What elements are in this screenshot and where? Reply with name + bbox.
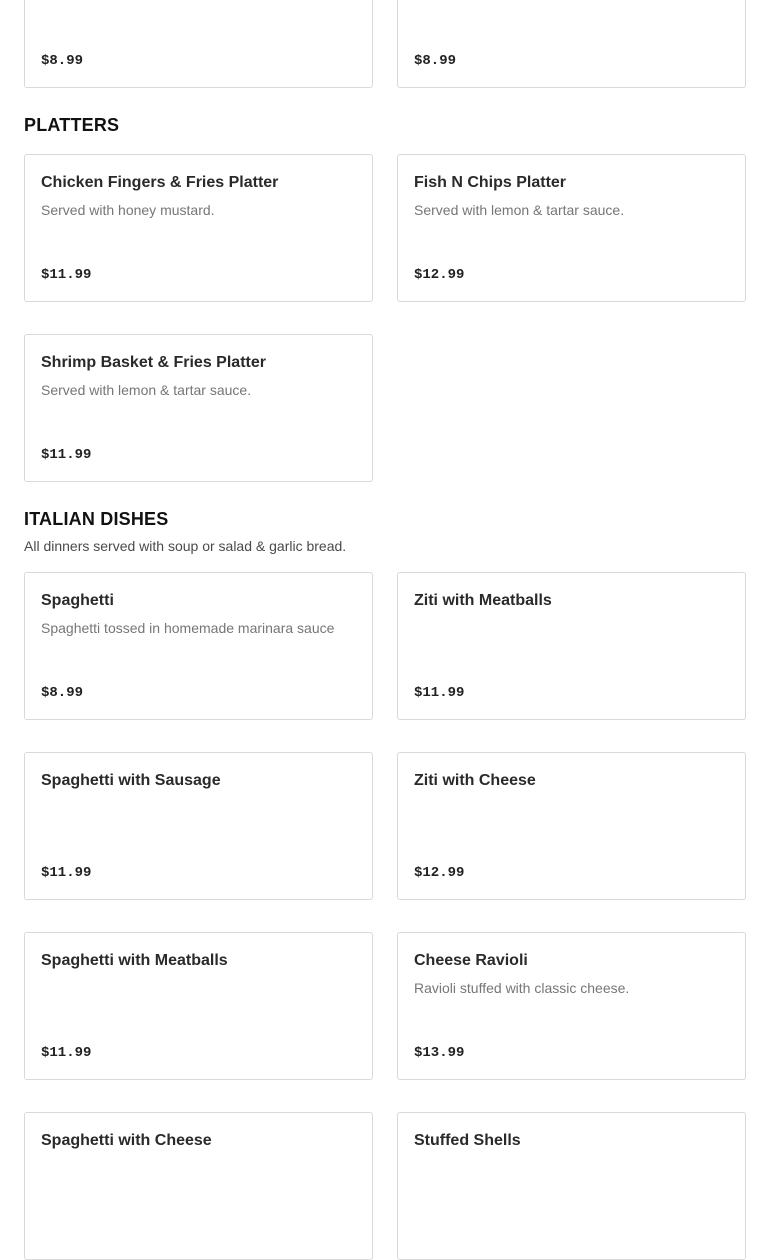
menu-item-description: Served with lemon & tartar sauce. <box>414 202 625 218</box>
section-title: ITALIAN DISHES <box>24 509 169 529</box>
menu-item-price: $11.99 <box>41 447 92 463</box>
menu-item-description: Served with honey mustard. <box>41 202 215 218</box>
section-subtitle: All dinners served with soup or salad & garlic bread. <box>24 538 347 554</box>
menu-item-description: Spaghetti tossed in homemade marinara sauce <box>41 620 335 636</box>
menu-item-name: Stuffed Shells <box>414 1132 521 1149</box>
menu-item-name: Cheese Ravioli <box>414 952 528 969</box>
section-title: PLATTERS <box>24 115 120 135</box>
menu-item-card[interactable] <box>24 0 373 88</box>
section-italian-dishes <box>24 510 746 1260</box>
menu-item-price: $8.99 <box>414 53 457 69</box>
menu-grid-platters <box>24 154 746 482</box>
menu-grid-previous <box>24 0 746 88</box>
menu-item-price: $12.99 <box>414 865 465 881</box>
menu-item-price: $11.99 <box>41 267 92 283</box>
menu-item-name: Shrimp Basket & Fries Platter <box>41 354 266 371</box>
menu-page <box>24 0 746 1260</box>
menu-item-name: Spaghetti with Cheese <box>41 1132 212 1149</box>
menu-item-price: $8.99 <box>41 685 84 701</box>
menu-item-name: Spaghetti with Meatballs <box>41 952 228 969</box>
menu-item-name: Ziti with Meatballs <box>414 592 552 609</box>
menu-item-name: Chicken Fingers & Fries Platter <box>41 174 279 191</box>
menu-item-price: $13.99 <box>414 1045 465 1061</box>
menu-item-card[interactable] <box>397 0 746 88</box>
menu-item-card[interactable] <box>24 572 373 720</box>
menu-item-description: Ravioli stuffed with classic cheese. <box>414 980 630 996</box>
menu-item-name: Fish N Chips Platter <box>414 174 567 191</box>
menu-item-card[interactable] <box>397 154 746 302</box>
menu-item-card[interactable] <box>24 932 373 1080</box>
menu-item-price: $12.99 <box>414 267 465 283</box>
menu-item-card[interactable] <box>397 752 746 900</box>
menu-item-card[interactable] <box>397 1112 746 1260</box>
menu-item-price: $11.99 <box>41 865 92 881</box>
menu-item-price: $11.99 <box>41 1045 92 1061</box>
menu-item-description: Served with lemon & tartar sauce. <box>41 382 252 398</box>
menu-item-name: Spaghetti <box>41 592 114 609</box>
menu-item-card[interactable] <box>24 154 373 302</box>
menu-item-card[interactable] <box>24 334 373 482</box>
menu-item-card[interactable] <box>397 572 746 720</box>
menu-item-name: Ziti with Cheese <box>414 772 536 789</box>
menu-item-price: $8.99 <box>41 53 84 69</box>
menu-item-name: Spaghetti with Sausage <box>41 772 221 789</box>
menu-item-card[interactable] <box>24 752 373 900</box>
menu-item-card[interactable] <box>397 932 746 1080</box>
menu-grid-italian <box>24 572 746 1260</box>
section-platters <box>24 116 746 482</box>
menu-item-card[interactable] <box>24 1112 373 1260</box>
menu-item-price: $11.99 <box>414 685 465 701</box>
